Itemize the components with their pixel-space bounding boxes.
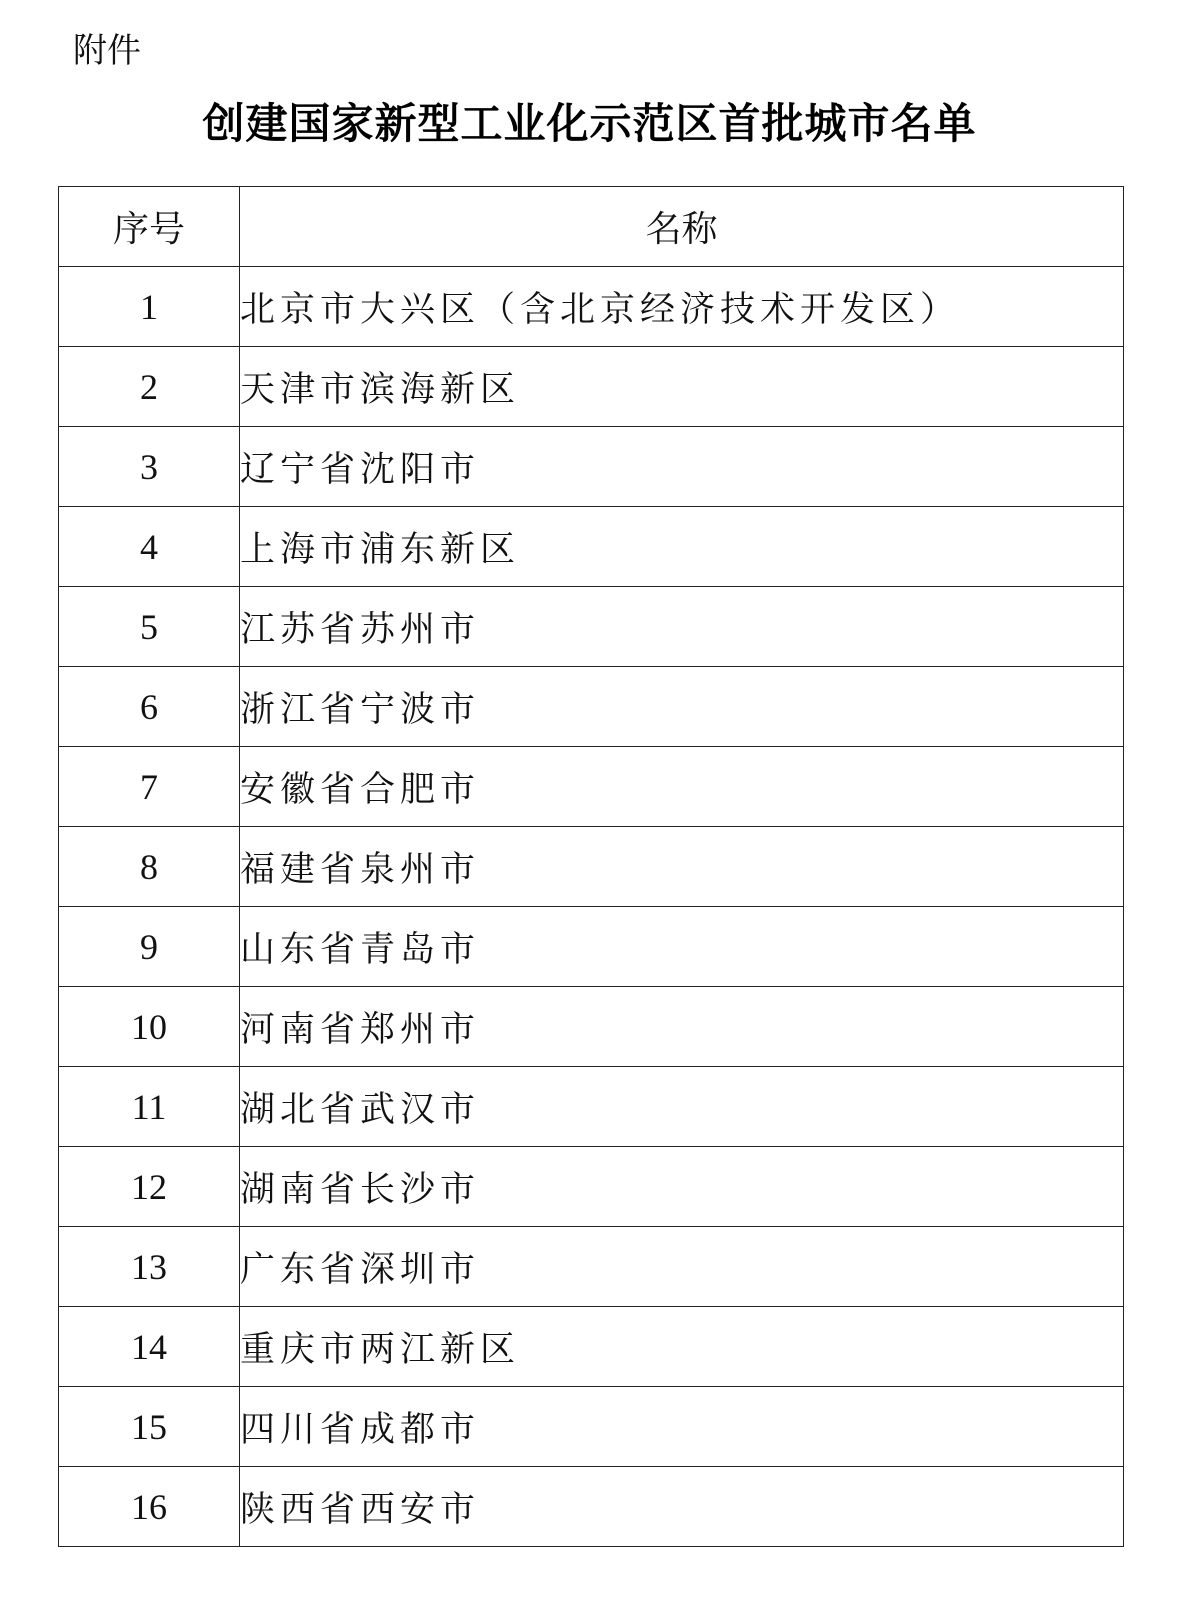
row-city-name: 山东省青岛市 xyxy=(240,907,1124,987)
table-row xyxy=(59,587,1124,667)
row-index: 14 xyxy=(59,1307,240,1387)
table-body xyxy=(59,267,1124,1547)
table-row xyxy=(59,1147,1124,1227)
row-index: 15 xyxy=(59,1387,240,1467)
row-city-name: 福建省泉州市 xyxy=(240,827,1124,907)
row-index: 13 xyxy=(59,1227,240,1307)
row-index: 12 xyxy=(59,1147,240,1227)
table-row xyxy=(59,1307,1124,1387)
row-index: 9 xyxy=(59,907,240,987)
row-city-name: 江苏省苏州市 xyxy=(240,587,1124,667)
row-city-name: 重庆市两江新区 xyxy=(240,1307,1124,1387)
table-row xyxy=(59,1387,1124,1467)
row-city-name: 四川省成都市 xyxy=(240,1387,1124,1467)
attachment-label: 附件 xyxy=(73,31,141,71)
row-index: 10 xyxy=(59,987,240,1067)
table-row xyxy=(59,987,1124,1067)
table-row xyxy=(59,1067,1124,1147)
table-row xyxy=(59,747,1124,827)
row-index: 2 xyxy=(59,347,240,427)
row-city-name: 辽宁省沈阳市 xyxy=(240,427,1124,507)
table-row xyxy=(59,507,1124,587)
table-header-row xyxy=(59,187,1124,267)
row-index: 1 xyxy=(59,267,240,347)
row-city-name: 天津市滨海新区 xyxy=(240,347,1124,427)
table-row xyxy=(59,827,1124,907)
row-index: 11 xyxy=(59,1067,240,1147)
table-row xyxy=(59,267,1124,347)
table-row xyxy=(59,347,1124,427)
row-city-name: 上海市浦东新区 xyxy=(240,507,1124,587)
row-index: 6 xyxy=(59,667,240,747)
table-row xyxy=(59,1467,1124,1547)
row-index: 5 xyxy=(59,587,240,667)
header-name: 名称 xyxy=(240,187,1124,267)
table-row xyxy=(59,907,1124,987)
row-index: 4 xyxy=(59,507,240,587)
header-index: 序号 xyxy=(59,187,240,267)
row-index: 7 xyxy=(59,747,240,827)
row-city-name: 陕西省西安市 xyxy=(240,1467,1124,1547)
document-title: 创建国家新型工业化示范区首批城市名单 xyxy=(202,99,977,148)
table-row xyxy=(59,427,1124,507)
row-city-name: 河南省郑州市 xyxy=(240,987,1124,1067)
row-index: 3 xyxy=(59,427,240,507)
row-index: 16 xyxy=(59,1467,240,1547)
table-row xyxy=(59,667,1124,747)
row-city-name: 北京市大兴区（含北京经济技术开发区） xyxy=(240,267,1124,347)
row-city-name: 安徽省合肥市 xyxy=(240,747,1124,827)
row-city-name: 湖南省长沙市 xyxy=(240,1147,1124,1227)
row-index: 8 xyxy=(59,827,240,907)
row-city-name: 浙江省宁波市 xyxy=(240,667,1124,747)
table-row xyxy=(59,1227,1124,1307)
row-city-name: 广东省深圳市 xyxy=(240,1227,1124,1307)
row-city-name: 湖北省武汉市 xyxy=(240,1067,1124,1147)
city-list-table xyxy=(58,186,1124,1547)
